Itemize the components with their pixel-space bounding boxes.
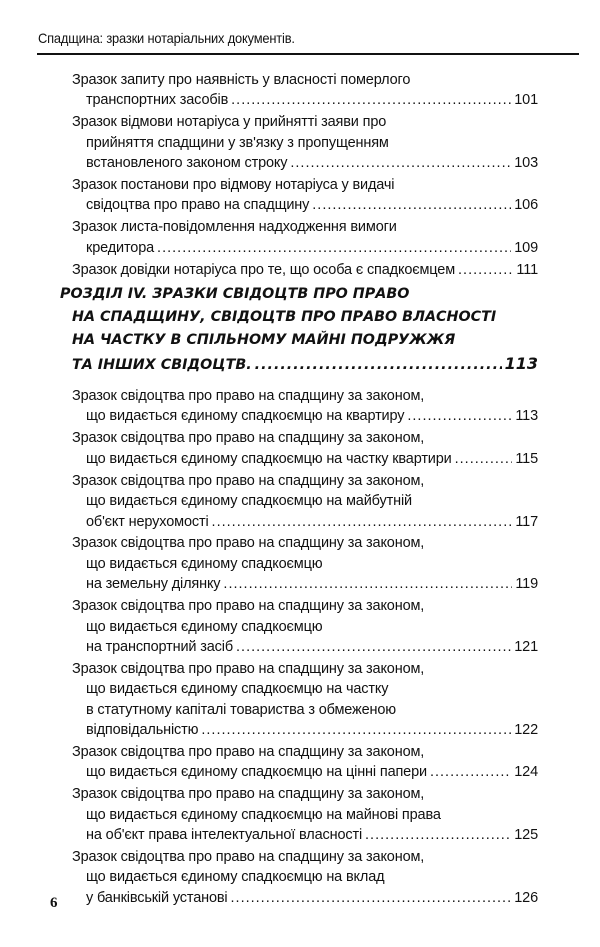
toc-page-number: 121 [514,638,538,655]
toc-entry[interactable] [72,260,538,280]
toc-line-text: що видається єдиному спадкоємцю [86,618,323,635]
toc-line [60,283,538,306]
toc-line [72,533,538,553]
toc-line-text: РОЗДІЛ IV. ЗРАЗКИ СВІДОЦТВ ПРО ПРАВО [60,286,410,303]
toc-entry[interactable] [72,471,538,532]
toc-line-text: Зразок довідки нотаріуса про те, що особа є спадкоємцем [72,261,456,278]
toc-entry[interactable] [72,784,538,845]
toc-line-text: що видається єдиному спадкоємцю на цінні папери [86,764,427,781]
toc-line-text: у банківській установі [86,889,228,906]
toc-line [72,596,538,616]
toc-line-text: Зразок свідоцтва про право на спадщину за законом, [72,472,425,489]
toc-line-text: Зразок свідоцтва про право на спадщину за законом, [72,430,425,447]
toc-page-number: 124 [514,764,538,781]
toc-page-number: 101 [514,92,538,109]
toc-entry[interactable] [72,596,538,657]
toc-line [72,471,538,491]
toc-line [72,217,538,237]
toc-line [72,784,538,804]
toc-line [72,762,538,782]
toc-line [72,867,538,887]
toc-line [72,428,538,448]
dot-leader [236,637,511,657]
dot-leader [365,825,511,845]
toc-line-text: Зразок свідоцтва про право на спадщину за законом, [72,849,425,865]
toc-entry[interactable] [72,847,538,908]
toc-page-number: 111 [516,261,538,278]
toc-page-number: 125 [514,827,538,844]
toc-line [72,449,538,469]
toc-line [72,720,538,740]
toc-line [72,888,538,908]
toc-page-number: 122 [514,722,538,739]
dot-leader [455,449,513,469]
toc-line [72,805,538,825]
toc-line-text: об'єкт нерухомості [86,513,209,530]
toc-line [72,90,538,110]
dot-leader [430,762,511,782]
toc-page-number: 113 [515,408,538,425]
toc-line [72,637,538,657]
dot-leader [231,90,511,110]
toc-page-number: 113 [504,354,538,374]
toc-line-text: що видається єдиному спадкоємцю на квартиру [86,408,405,425]
dot-leader [223,574,512,594]
toc-entry[interactable] [72,386,538,427]
toc-line [72,700,538,720]
toc-entry[interactable] [72,217,538,258]
toc-line-text: на об'єкт права інтелектуальної власності [86,827,363,844]
toc-page-number: 117 [515,513,538,530]
dot-leader [255,354,502,377]
toc-line [72,574,538,594]
toc-entry[interactable] [72,659,538,741]
toc-entry[interactable] [72,112,538,173]
toc-line [72,825,538,845]
toc-line [72,554,538,574]
toc-page-number: 109 [514,239,538,256]
toc-line [60,329,538,352]
toc-line [72,133,538,153]
toc-line-text: Зразок свідоцтва про право на спадщину за законом, [72,786,425,803]
toc-entry[interactable] [72,70,538,111]
toc-line [72,742,538,762]
toc-line [72,659,538,679]
toc-page-number: 119 [515,576,538,593]
dot-leader [458,260,513,280]
toc-line [72,153,538,173]
toc-line [72,512,538,532]
toc-line-text: Зразок свідоцтва про право на спадщину за законом, [72,388,425,405]
toc-line [72,491,538,511]
toc-page-number: 126 [514,889,538,906]
dot-leader [231,888,512,908]
toc-line-text: Зразок листа-повідомлення надходження вимоги [72,219,397,236]
toc-line-text: що видається єдиному спадкоємцю на майнові права [86,806,441,823]
toc-line-text: свідоцтва про право на спадщину [86,197,310,214]
toc-line-text: що видається єдиному спадкоємцю на частку квартири [86,450,452,467]
toc-line-text: на земельну ділянку [86,576,221,593]
toc-line-text: відповідальністю [86,722,199,739]
toc-line-text: НА СПАДЩИНУ, СВІДОЦТВ ПРО ПРАВО ВЛАСНОСТІ [72,309,497,326]
toc-line-text: кредитора [86,239,155,256]
toc-line-text: що видається єдиному спадкоємцю на частку [86,681,389,698]
dot-leader [290,153,511,173]
header-rule [37,53,579,55]
dot-leader [157,238,511,258]
dot-leader [201,720,511,740]
toc-line [72,386,538,406]
toc-page-number: 115 [515,450,538,467]
toc-line-text: НА ЧАСТКУ В СПІЛЬНОМУ МАЙНІ ПОДРУЖЖЯ [72,332,456,349]
toc-entry[interactable] [72,175,538,216]
toc-entry[interactable] [72,742,538,783]
toc-line-text: що видається єдиному спадкоємцю на вклад [86,869,385,886]
toc-line-text: Зразок постанови про відмову нотаріуса у видачі [72,177,395,194]
toc-line-text: ТА ІНШИХ СВІДОЦТВ. [72,357,252,374]
toc-line [72,847,538,867]
toc-line-text: транспортних засобів [86,92,229,109]
toc-line-text: що видається єдиному спадкоємцю на майбутній [86,493,412,510]
toc-line [72,406,538,426]
dot-leader [212,512,513,532]
dot-leader [407,406,512,426]
toc-line [72,70,538,90]
toc-line-text: прийняття спадщини у зв'язку з пропущенням [86,134,389,151]
toc-line-text: Зразок свідоцтва про право на спадщину за законом, [72,535,425,552]
toc-line [72,679,538,699]
toc-page-number: 103 [514,155,538,172]
toc-line-text: Зразок відмови нотаріуса у прийнятті заяви про [72,114,387,131]
toc-line [72,175,538,195]
running-header: Спадщина: зразки нотаріальних документів. [38,30,295,46]
table-of-contents [60,70,538,910]
page-number: 6 [50,895,58,911]
toc-line-text: Зразок свідоцтва про право на спадщину за законом, [72,598,425,615]
toc-line-text: встановленого законом строку [86,155,288,172]
toc-line [72,238,538,258]
toc-line [72,112,538,132]
toc-line-text: в статутному капіталі товариства з обмеженою [86,701,396,718]
toc-entry[interactable] [72,533,538,594]
toc-section-heading[interactable] [60,283,538,377]
toc-entry[interactable] [72,428,538,469]
toc-page-number: 106 [514,197,538,214]
dot-leader [312,195,511,215]
toc-line [72,617,538,637]
toc-line-text: Зразок свідоцтва про право на спадщину за законом, [72,743,425,760]
toc-line [60,352,538,377]
toc-line-text: Зразок свідоцтва про право на спадщину за законом, [72,660,425,677]
toc-line [72,195,538,215]
toc-line [72,260,538,280]
toc-line-text: Зразок запиту про наявність у власності померлого [72,72,411,88]
toc-line-text: на транспортний засіб [86,638,234,655]
toc-line-text: що видається єдиному спадкоємцю [86,555,323,572]
toc-line [60,306,538,329]
